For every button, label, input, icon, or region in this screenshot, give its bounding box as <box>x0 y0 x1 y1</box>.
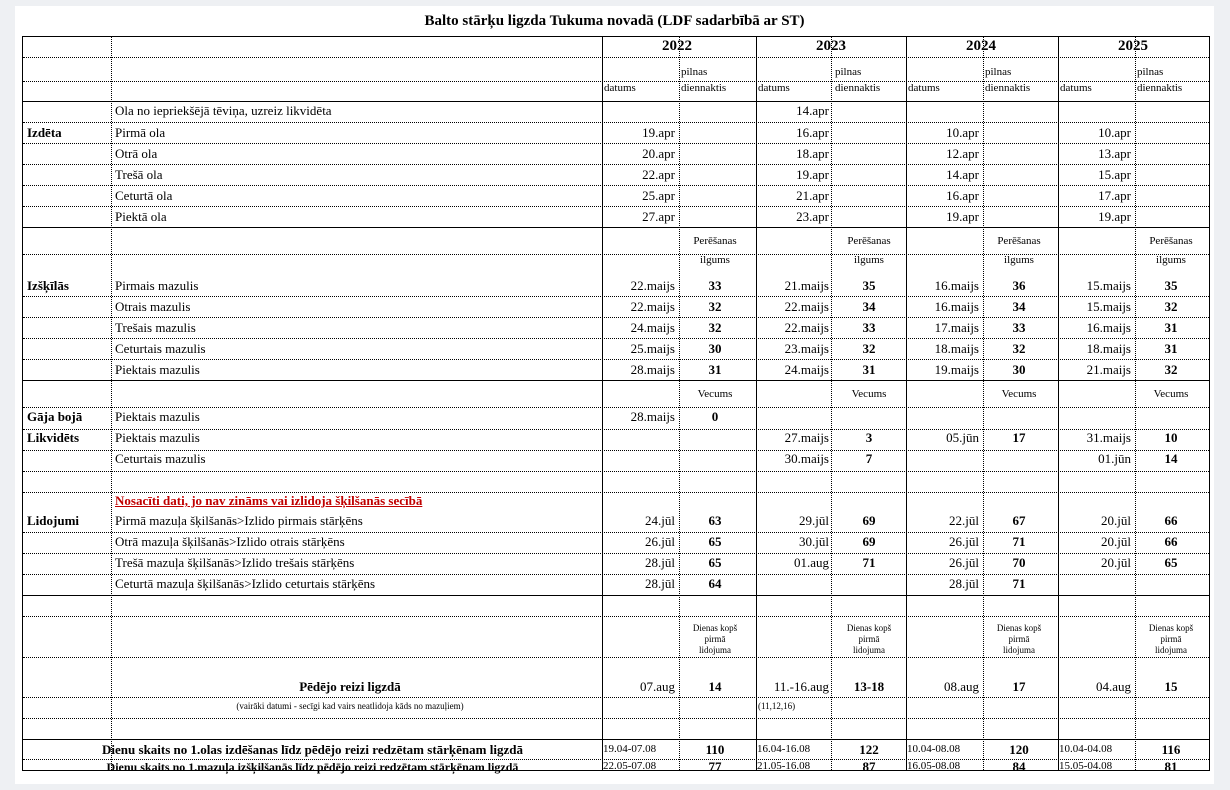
hatch-row-days: 32 <box>1012 341 1026 356</box>
flight-row-days: 65 <box>708 555 722 570</box>
egg-row-date: 16.apr <box>796 125 829 140</box>
last-seen-note: (vairāki datumi - secīgi kad vairs neatlidoja kāds no mazuļiem) <box>236 701 464 711</box>
section-divider <box>23 227 1209 228</box>
row-divider <box>23 296 1209 297</box>
liquidated-row-label: Piektais mazulis <box>115 430 200 445</box>
last-seen-note-2023: (11,12,16) <box>758 701 796 711</box>
data-grid <box>22 36 1210 774</box>
hatch-row-days: 35 <box>862 278 876 293</box>
hatch-row-days: 33 <box>1012 320 1026 335</box>
section-divider <box>23 101 1209 102</box>
egg-row-date: 15.apr <box>1098 167 1131 182</box>
egg-row-date: 12.apr <box>946 146 979 161</box>
row-divider <box>23 407 1209 408</box>
hatch-row-days: 31 <box>708 362 722 377</box>
hatch-row-date: 25.maijs <box>630 341 675 356</box>
hatch-row-date: 22.maijs <box>630 278 675 293</box>
hatch-row-date: 22.maijs <box>784 299 829 314</box>
year-header: 2024 <box>966 38 996 54</box>
days-since-label: lidojuma <box>1003 645 1035 655</box>
row-divider <box>23 553 1209 554</box>
section-divider <box>23 380 1209 381</box>
egg-row-date: 21.apr <box>796 188 829 203</box>
age-label: Vecums <box>851 388 887 400</box>
last-seen-date: 07.aug <box>639 679 675 694</box>
egg-row-date: 25.apr <box>642 188 675 203</box>
total-days: 122 <box>859 742 879 757</box>
age-label: Vecums <box>697 388 733 400</box>
column-divider <box>831 37 832 770</box>
flight-row-days: 67 <box>1012 513 1026 528</box>
hatch-row-date: 16.maijs <box>934 299 979 314</box>
liquidated-row-date: 01.jūn <box>1098 451 1131 466</box>
flight-row-days: 69 <box>862 513 876 528</box>
hatch-row-days: 31 <box>862 362 876 377</box>
total-days: 110 <box>705 742 725 757</box>
days-since-label: pirmā <box>704 634 726 644</box>
days-since-label: pirmā <box>858 634 880 644</box>
flight-row-date: 01.aug <box>793 555 829 570</box>
row-divider <box>23 359 1209 360</box>
page-title: Balto stārķu ligzda Tukuma novadā (LDF sadarbībā ar ST) <box>424 13 805 29</box>
diennaktis-header: diennaktis <box>985 82 1031 94</box>
total-range: 16.05-08.08 <box>907 760 961 772</box>
days-since-label: Dienas kopš <box>692 623 738 633</box>
flight-row-label: Trešā mazuļa šķilšanās>Izlido trešais stārķēns <box>115 555 355 570</box>
flight-row-days: 71 <box>1012 534 1026 549</box>
total-range: 21.05-16.08 <box>757 760 811 772</box>
section-divider <box>23 739 1209 740</box>
hatch-row-days: 36 <box>1012 278 1026 293</box>
hatch-row-date: 18.maijs <box>1086 341 1131 356</box>
hatch-row-date: 17.maijs <box>934 320 979 335</box>
egg-row-date: 19.apr <box>946 209 979 224</box>
incubation-label-2: ilgums <box>1004 254 1034 266</box>
category-izskilas: Izšķīlās <box>27 278 69 293</box>
flight-row-label: Ceturtā mazuļa šķilšanās>Izlido ceturtais stārķēns <box>115 576 376 591</box>
liquidated-row-date: 27.maijs <box>784 430 829 445</box>
total-range: 10.04-04.08 <box>1059 743 1113 755</box>
year-header: 2022 <box>662 38 692 54</box>
flight-row-date: 24.jūl <box>645 513 675 528</box>
incubation-label-2: ilgums <box>700 254 730 266</box>
category-lidojumi: Lidojumi <box>27 513 80 528</box>
last-seen-days: 13-18 <box>853 679 885 694</box>
hatch-row-date: 15.maijs <box>1086 278 1131 293</box>
section-divider <box>23 595 1209 596</box>
incubation-label-2: ilgums <box>1156 254 1186 266</box>
row-divider <box>23 164 1209 165</box>
datums-header: datums <box>604 82 636 94</box>
incubation-label: Perēšanas <box>693 235 737 247</box>
row-divider <box>23 532 1209 533</box>
last-seen-date: 04.aug <box>1095 679 1131 694</box>
flight-row-days: 63 <box>708 513 722 528</box>
row-divider <box>23 471 1209 472</box>
row-divider <box>23 57 1209 58</box>
last-seen-date: 08.aug <box>943 679 979 694</box>
liquidated-row-date: 31.maijs <box>1086 430 1131 445</box>
hatch-row-days: 35 <box>1164 278 1178 293</box>
hatch-row-days: 31 <box>1164 341 1178 356</box>
last-seen-days: 14 <box>708 679 722 694</box>
hatch-row-label: Pirmais mazulis <box>115 278 199 293</box>
total-row-label: Dienu skaits no 1.olas izdēšanas līdz pēdējo reizi redzētam stārķēnam ligzdā <box>102 742 523 757</box>
column-divider <box>983 37 984 770</box>
died-row-date: 28.maijs <box>630 409 675 424</box>
last-seen-date: 11.-16.aug <box>773 679 829 694</box>
died-row-label: Piektais mazulis <box>115 409 200 424</box>
pilnas-header: pilnas <box>835 66 862 78</box>
year-header: 2023 <box>816 38 846 54</box>
hatch-row-date: 28.maijs <box>630 362 675 377</box>
egg-row-date: 19.apr <box>1098 209 1131 224</box>
hatch-row-label: Piektais mazulis <box>115 362 200 377</box>
liquidated-row-date: 05.jūn <box>946 430 979 445</box>
datums-header: datums <box>1060 82 1092 94</box>
flight-row-date: 26.jūl <box>949 534 979 549</box>
flight-row-days: 64 <box>708 576 722 591</box>
hatch-row-date: 23.maijs <box>784 341 829 356</box>
hatch-row-days: 33 <box>708 278 722 293</box>
egg-row-date: 19.apr <box>796 167 829 182</box>
datums-header: datums <box>908 82 940 94</box>
egg-row-label: Trešā ola <box>115 167 163 182</box>
last-seen-label: Pēdējo reizi ligzdā <box>299 679 401 694</box>
column-divider <box>111 37 112 770</box>
days-since-label: pirmā <box>1008 634 1030 644</box>
row-divider <box>23 185 1209 186</box>
total-days: 84 <box>1012 759 1026 774</box>
row-divider <box>23 143 1209 144</box>
egg-row-date: 20.apr <box>642 146 675 161</box>
total-range: 16.04-16.08 <box>757 743 811 755</box>
hatch-row-date: 21.maijs <box>1086 362 1131 377</box>
egg-row-date: 10.apr <box>946 125 979 140</box>
hatch-row-days: 30 <box>1012 362 1026 377</box>
liquidated-row-days: 17 <box>1012 430 1026 445</box>
egg-row-date: 18.apr <box>796 146 829 161</box>
flight-row-date: 20.jūl <box>1101 513 1131 528</box>
total-range: 22.05-07.08 <box>603 760 657 772</box>
days-since-label: Dienas kopš <box>996 623 1042 633</box>
hatch-row-date: 22.maijs <box>784 320 829 335</box>
row-divider <box>23 206 1209 207</box>
liquidated-row-days: 14 <box>1164 451 1178 466</box>
flight-row-label: Otrā mazuļa šķilšanās>Izlido otrais stārķēns <box>115 534 345 549</box>
flight-row-date: 28.jūl <box>645 555 675 570</box>
incubation-label: Perēšanas <box>847 235 891 247</box>
pilnas-header: pilnas <box>1137 66 1164 78</box>
days-since-label: pirmā <box>1160 634 1182 644</box>
hatch-row-days: 32 <box>862 341 876 356</box>
year-header: 2025 <box>1118 38 1148 54</box>
pilnas-header: pilnas <box>681 66 708 78</box>
total-row-label: Dienu skaits no 1.mazuļa izšķilšanās līdz pēdējo reizi redzētam stārķēnam ligzdā <box>106 760 519 774</box>
row-divider <box>23 616 1209 617</box>
flight-row-date: 22.jūl <box>949 513 979 528</box>
pilnas-header: pilnas <box>985 66 1012 78</box>
flight-row-label: Pirmā mazuļa šķilšanās>Izlido pirmais stārķēns <box>115 513 363 528</box>
flight-row-date: 26.jūl <box>645 534 675 549</box>
died-row-days: 0 <box>711 409 719 424</box>
category-izdeta: Izdēta <box>27 125 62 140</box>
last-seen-days: 17 <box>1012 679 1026 694</box>
incubation-label-2: ilgums <box>854 254 884 266</box>
row-divider <box>23 718 1209 719</box>
hatch-row-date: 16.maijs <box>1086 320 1131 335</box>
row-divider <box>23 697 1209 698</box>
flight-row-date: 30.jūl <box>799 534 829 549</box>
egg-row-date: 10.apr <box>1098 125 1131 140</box>
egg-row-date: 16.apr <box>946 188 979 203</box>
row-divider <box>23 338 1209 339</box>
egg-row-date: 14.apr <box>946 167 979 182</box>
flight-row-date: 28.jūl <box>645 576 675 591</box>
egg-row-date: 17.apr <box>1098 188 1131 203</box>
days-since-label: lidojuma <box>699 645 731 655</box>
egg-row-label: Piektā ola <box>115 209 167 224</box>
flight-row-days: 70 <box>1012 555 1026 570</box>
category-likvidets: Likvidēts <box>27 430 80 445</box>
prev-mate-date: 14.apr <box>796 103 829 118</box>
spreadsheet-page <box>15 6 1214 784</box>
egg-row-date: 23.apr <box>796 209 829 224</box>
total-days: 81 <box>1164 759 1178 774</box>
days-since-label: Dienas kopš <box>846 623 892 633</box>
hatch-row-days: 32 <box>708 320 722 335</box>
hatch-row-label: Ceturtais mazulis <box>115 341 206 356</box>
total-days: 77 <box>708 759 722 774</box>
prev-mate-label: Ola no iepriekšējā tēviņa, uzreiz likvidēta <box>115 103 332 118</box>
diennaktis-header: diennaktis <box>681 82 727 94</box>
hatch-row-days: 34 <box>1012 299 1026 314</box>
total-days: 116 <box>1161 742 1181 757</box>
hatch-row-days: 32 <box>1164 362 1178 377</box>
hatch-row-label: Otrais mazulis <box>115 299 191 314</box>
category-gaja-boja: Gāja bojā <box>27 409 83 424</box>
flight-row-date: 20.jūl <box>1101 534 1131 549</box>
datums-header: datums <box>758 82 790 94</box>
flight-row-days: 69 <box>862 534 876 549</box>
flight-row-days: 71 <box>862 555 876 570</box>
total-days: 120 <box>1009 742 1029 757</box>
incubation-label: Perēšanas <box>1149 235 1193 247</box>
hatch-row-date: 21.maijs <box>784 278 829 293</box>
flight-row-date: 29.jūl <box>799 513 829 528</box>
egg-row-date: 22.apr <box>642 167 675 182</box>
hatch-row-days: 33 <box>862 320 876 335</box>
liquidated-row-date: 30.maijs <box>784 451 829 466</box>
egg-row-date: 13.apr <box>1098 146 1131 161</box>
hatch-row-days: 34 <box>862 299 876 314</box>
flight-row-days: 66 <box>1164 534 1178 549</box>
days-since-label: Dienas kopš <box>1148 623 1194 633</box>
liquidated-row-label: Ceturtais mazulis <box>115 451 206 466</box>
flight-note: Nosacīti dati, jo nav zināms vai izlidoja šķilšanās secībā <box>115 493 423 508</box>
egg-row-date: 19.apr <box>642 125 675 140</box>
row-divider <box>23 122 1209 123</box>
days-since-label: lidojuma <box>1155 645 1187 655</box>
flight-row-date: 26.jūl <box>949 555 979 570</box>
hatch-row-label: Trešais mazulis <box>115 320 196 335</box>
row-divider <box>23 657 1209 658</box>
hatch-row-date: 16.maijs <box>934 278 979 293</box>
total-range: 10.04-08.08 <box>907 743 961 755</box>
hatch-row-days: 30 <box>708 341 722 356</box>
row-divider <box>23 317 1209 318</box>
diennaktis-header: diennaktis <box>835 82 881 94</box>
hatch-row-days: 32 <box>1164 299 1178 314</box>
total-range: 15.05-04.08 <box>1059 760 1113 772</box>
flight-row-days: 65 <box>708 534 722 549</box>
egg-row-label: Otrā ola <box>115 146 158 161</box>
flight-row-date: 20.jūl <box>1101 555 1131 570</box>
incubation-label: Perēšanas <box>997 235 1041 247</box>
hatch-row-date: 24.maijs <box>630 320 675 335</box>
flight-row-days: 65 <box>1164 555 1178 570</box>
hatch-row-date: 24.maijs <box>784 362 829 377</box>
hatch-row-date: 19.maijs <box>934 362 979 377</box>
liquidated-row-days: 7 <box>865 451 873 466</box>
flight-row-date: 28.jūl <box>949 576 979 591</box>
egg-row-date: 27.apr <box>642 209 675 224</box>
hatch-row-date: 18.maijs <box>934 341 979 356</box>
total-range: 19.04-07.08 <box>603 743 657 755</box>
column-divider <box>679 37 680 770</box>
row-divider <box>23 574 1209 575</box>
liquidated-row-days: 3 <box>865 430 873 445</box>
total-days: 87 <box>862 759 876 774</box>
flight-row-days: 71 <box>1012 576 1026 591</box>
days-since-label: lidojuma <box>853 645 885 655</box>
age-label: Vecums <box>1153 388 1189 400</box>
last-seen-days: 15 <box>1164 679 1178 694</box>
liquidated-row-days: 10 <box>1164 430 1178 445</box>
hatch-row-date: 22.maijs <box>630 299 675 314</box>
diennaktis-header: diennaktis <box>1137 82 1183 94</box>
flight-row-days: 66 <box>1164 513 1178 528</box>
age-label: Vecums <box>1001 388 1037 400</box>
column-divider <box>1135 37 1136 770</box>
egg-row-label: Ceturtā ola <box>115 188 173 203</box>
egg-row-label: Pirmā ola <box>115 125 166 140</box>
hatch-row-date: 15.maijs <box>1086 299 1131 314</box>
hatch-row-days: 32 <box>708 299 722 314</box>
hatch-row-days: 31 <box>1164 320 1178 335</box>
